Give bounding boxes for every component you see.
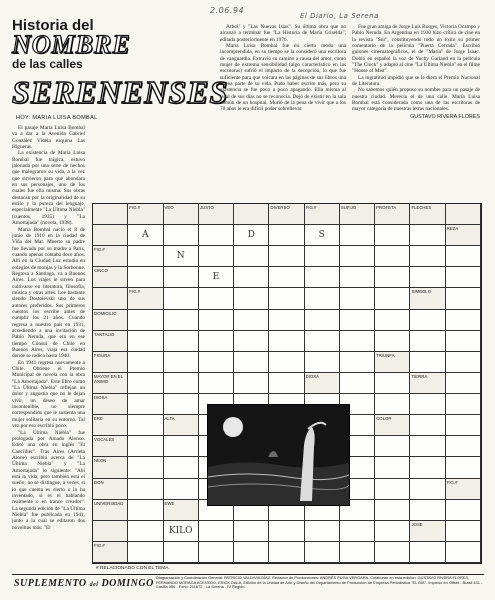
crossword-clue-cell: CINCO bbox=[93, 267, 128, 288]
article-title bbox=[12, 17, 229, 110]
crossword-clue-cell: DIOSA bbox=[305, 373, 340, 394]
crossword-letter-cell bbox=[199, 310, 234, 331]
crossword-clue-cell bbox=[93, 225, 128, 246]
crossword-clue-cell bbox=[234, 204, 269, 225]
crossword-letter-cell bbox=[375, 225, 410, 246]
crossword-clue-cell bbox=[93, 204, 128, 225]
crossword-clue-cell: SIMBOLO bbox=[410, 288, 445, 309]
crossword-letter-cell bbox=[234, 542, 269, 563]
crossword-letter-cell bbox=[340, 267, 375, 288]
crossword-letter-cell bbox=[128, 331, 163, 352]
crossword-letter-cell bbox=[269, 542, 304, 563]
article-paragraph: En 1941 regresa nuevamente a Chile. Obtiene el Premio Municipal de novela con la obra "La Amortajada". Este libro como "La Última Niebla" reflejan un dolor y angustia que no le dejan vivir, un deseo de amar incontenible, no siempre correspondido que le sustenta una mujer solitaria en su entorno. Tal vez por eso escribió poco. bbox=[12, 359, 85, 430]
crossword-footnote: # RELACIONADO CON EL TEMA. bbox=[96, 566, 170, 571]
crossword-letter-cell bbox=[164, 436, 199, 457]
crossword-letter-cell: S bbox=[305, 225, 340, 246]
crossword-clue-cell: DIVERSO bbox=[269, 204, 304, 225]
crossword-letter-cell bbox=[375, 542, 410, 563]
crossword-letter-cell bbox=[128, 521, 163, 542]
crossword-letter-cell bbox=[305, 288, 340, 309]
crossword-letter-cell bbox=[234, 331, 269, 352]
article-column-1 bbox=[12, 125, 85, 571]
crossword-clue-cell: SUFIJO bbox=[340, 204, 375, 225]
crossword-letter-cell bbox=[305, 352, 340, 373]
crossword-letter-cell bbox=[234, 373, 269, 394]
crossword-letter-cell bbox=[410, 542, 445, 563]
crossword-letter-cell bbox=[375, 479, 410, 500]
crossword-letter-cell bbox=[410, 310, 445, 331]
article-column-3 bbox=[352, 24, 480, 172]
article-paragraph: No sabemos quién propuso su nombre para un pasaje de nuestra ciudad. Merecía el de una calle. María Luisa Bombal está considerada como una de las escritoras de mayor categoría de nuestras letras nacionales. bbox=[352, 87, 480, 113]
article-paragraph: María Luisa Bombal fue en cierto modo una incomprendida, en su tiempo se la consideró una escritora de vanguardia. Extravió su camino a causa del amor, como mujer de extrema sensibilidad (algo característico en las escritoras) sufrió el impacto de la decepción, lo que fue suficiente para que volcara en las páginas de sus libros una buena parte de su vida. Pudo haber escrito más, pero su existencia se fue poco a poco apagando. Ella misma al final de sus días no se reconocía. Dejó de existir en la sala común de un hospital. Murió de la pena de vivir que a los 70 años le era difícil poder sobrellevar. bbox=[220, 43, 346, 113]
crossword-letter-cell bbox=[234, 521, 269, 542]
crossword-letter-cell: KILO bbox=[164, 521, 199, 542]
crossword-letter-cell bbox=[410, 457, 445, 478]
seaside-scene-icon bbox=[208, 405, 349, 505]
brand-left: SUPLEMENTO bbox=[14, 578, 87, 589]
crossword-clue-cell: ALTA bbox=[164, 415, 199, 436]
crossword-letter-cell bbox=[446, 352, 481, 373]
crossword-letter-cell bbox=[164, 457, 199, 478]
crossword-letter-cell bbox=[199, 288, 234, 309]
title-line-2: NOMBRE bbox=[12, 30, 131, 59]
author-signature: GUSTAVO RIVERA FLORES bbox=[410, 113, 480, 120]
crossword-letter-cell bbox=[164, 373, 199, 394]
article-paragraph: El pasaje María Luisa Bombal va a dar a la Avenida Gabriel González Videla esquina Las Higueras. bbox=[12, 125, 85, 151]
title-line-1: Historia del bbox=[12, 17, 94, 34]
crossword-letter-cell bbox=[164, 288, 199, 309]
crossword-letter-cell bbox=[410, 479, 445, 500]
crossword-letter-cell bbox=[375, 246, 410, 267]
crossword-letter-cell bbox=[269, 225, 304, 246]
crossword-letter-cell bbox=[375, 310, 410, 331]
crossword-clue-cell: FIG.# bbox=[93, 246, 128, 267]
crossword-letter-cell bbox=[269, 521, 304, 542]
crossword-letter-cell bbox=[375, 373, 410, 394]
crossword-clue-cell: TIERRA bbox=[410, 373, 445, 394]
crossword-clue-cell bbox=[93, 288, 128, 309]
crossword-clue-cell: REZA bbox=[446, 225, 481, 246]
crossword-letter-cell bbox=[164, 479, 199, 500]
crossword-letter-cell bbox=[446, 267, 481, 288]
crossword-clue-cell: FIG.# bbox=[446, 479, 481, 500]
crossword-letter-cell bbox=[446, 457, 481, 478]
crossword-letter-cell bbox=[269, 288, 304, 309]
crossword-letter-cell bbox=[234, 288, 269, 309]
crossword-letter-cell bbox=[164, 225, 199, 246]
article-column-2 bbox=[220, 24, 346, 172]
crossword-clue-cell: TANTALIO bbox=[93, 331, 128, 352]
article-paragraph: Fue gran amiga de Jorge Luis Borges, Victoria Ocampo y Pablo Neruda. En Argentina en 1930 hizo crítica de cine en la revista "Sur", constituyendo todo un éxito su primer comentario de la película "Puerta Cerrada". Escribió guiones cinematográficos, el de "María" de Jorge Isaac. Dobló en español la voz de Yuchy Garland en la película "The Clock" y adaptó al cine "La Última Niebla" en el filme "House of Mist". bbox=[352, 24, 480, 75]
article-paragraph: La ingratitud impidió que se le diera el Premio Nacional de Literatura. bbox=[352, 74, 480, 88]
crossword-letter-cell bbox=[410, 331, 445, 352]
crossword-letter-cell bbox=[164, 310, 199, 331]
crossword-letter-cell bbox=[446, 542, 481, 563]
crossword-letter-cell: E bbox=[199, 267, 234, 288]
crossword-letter-cell bbox=[340, 352, 375, 373]
crossword-letter-cell bbox=[340, 225, 375, 246]
crossword-letter-cell: N bbox=[164, 246, 199, 267]
crossword-letter-cell bbox=[128, 457, 163, 478]
crossword-letter-cell bbox=[128, 352, 163, 373]
crossword-letter-cell bbox=[375, 267, 410, 288]
crossword-letter-cell bbox=[128, 542, 163, 563]
crossword-letter-cell bbox=[446, 331, 481, 352]
crossword-letter-cell bbox=[305, 521, 340, 542]
crossword-clue-cell: DOMICILIO bbox=[93, 310, 128, 331]
crossword-letter-cell bbox=[164, 267, 199, 288]
crossword-letter-cell bbox=[446, 373, 481, 394]
supplement-brand bbox=[14, 578, 154, 589]
crossword-letter-cell bbox=[269, 373, 304, 394]
handwritten-date: 2.06.94 bbox=[210, 6, 245, 15]
crossword-letter-cell bbox=[164, 331, 199, 352]
crossword-letter-cell bbox=[128, 415, 163, 436]
crossword-clue-cell: ERE bbox=[93, 415, 128, 436]
crossword-letter-cell bbox=[340, 310, 375, 331]
crossword-clue-cell: FIG.# bbox=[305, 204, 340, 225]
crossword-clue-cell bbox=[93, 521, 128, 542]
handwritten-source: El Diario, La Serena bbox=[300, 12, 379, 20]
article-paragraph: "La Última Niebla" fue prologada por Amado Alonso. Editó una obra en inglés "El Cancillier". Tras Aires (Arrieta Alone) escribió acerca de "La Última Niebla" y "La Amortajada" lo siguiente: "Ahí está la vida; pero también está el sueño; no se distingue, a veces, si lo que cuenta es cierto o lo ha inventado, si es el hablando realmente o en trance creador". La segunda edición de "La Última Niebla" fue publicada en 1941, junto a la cual se editaron dos novelitas más: "El bbox=[12, 429, 85, 531]
crossword-clue-cell: FIG.# bbox=[128, 288, 163, 309]
crossword-letter-cell bbox=[199, 521, 234, 542]
crossword-letter-cell bbox=[305, 331, 340, 352]
crossword-clue-cell: VOCALES bbox=[93, 436, 128, 457]
crossword-letter-cell bbox=[446, 246, 481, 267]
crossword-clue-cell: VEO bbox=[164, 204, 199, 225]
crossword-letter-cell bbox=[269, 331, 304, 352]
crossword-letter-cell bbox=[128, 479, 163, 500]
title-line-4: SERENENSES bbox=[12, 74, 229, 110]
crossword-letter-cell bbox=[340, 246, 375, 267]
crossword-letter-cell bbox=[446, 500, 481, 521]
crossword-letter-cell bbox=[269, 352, 304, 373]
byline: HOY: MARIA LUISA BOMBAL bbox=[16, 115, 98, 121]
crossword-letter-cell bbox=[446, 310, 481, 331]
crossword-clue-cell: JUSTO bbox=[199, 204, 234, 225]
crossword-letter-cell bbox=[446, 436, 481, 457]
crossword-letter-cell bbox=[410, 436, 445, 457]
crossword-clue-cell: COLOR bbox=[375, 415, 410, 436]
crossword-grid bbox=[92, 203, 482, 564]
crossword-letter-cell bbox=[128, 310, 163, 331]
crossword-letter-cell bbox=[128, 267, 163, 288]
crossword-letter-cell bbox=[128, 373, 163, 394]
crossword-clue-cell: NEON bbox=[93, 457, 128, 478]
crossword-letter-cell bbox=[340, 542, 375, 563]
crossword-letter-cell bbox=[164, 394, 199, 415]
crossword-letter-cell bbox=[410, 246, 445, 267]
crossword-letter-cell bbox=[164, 352, 199, 373]
crossword-clue-cell: EWE bbox=[164, 500, 199, 521]
crossword-letter-cell bbox=[234, 267, 269, 288]
crossword-letter-cell bbox=[410, 500, 445, 521]
crossword-clue-cell: DIOSA bbox=[93, 394, 128, 415]
crossword-letter-cell bbox=[305, 542, 340, 563]
crossword-letter-cell bbox=[410, 352, 445, 373]
crossword-clue-cell: PROFETA bbox=[375, 204, 410, 225]
crossword-clue-cell: FIG.# bbox=[128, 204, 163, 225]
article-paragraph: Árbol" y "Las Nuevas Islas". Su última obra que no alcanzó a terminar fue "La Historia de María Griselda", editada posteriormente en 1976. bbox=[220, 24, 346, 43]
crossword-clue-cell: DON bbox=[93, 479, 128, 500]
crossword-letter-cell bbox=[199, 331, 234, 352]
credits-text: Diagramación y Coordinación General: PATRICIO VALDIVIA DÍAZ. Redactor de Producciones: ANDRÉS PUGA VERGARA. Colaboran en esta edición: GUSTAVO RIVERA FLORES, FERNANDO MORAGA ACEVEDO, ERICK DALA, Edición de la Unidad de Arte y Diseño del Departamento de Producción de Empresa Periodística "EL DÍA". Impreso en Offset - Brasil 431 - Casilla 556 - Fono: 211672 - La Serena - IV Región. bbox=[156, 575, 483, 590]
crossword-letter-cell bbox=[305, 246, 340, 267]
crossword-letter-cell bbox=[375, 331, 410, 352]
crossword-letter-cell bbox=[128, 436, 163, 457]
crossword-letter-cell bbox=[199, 225, 234, 246]
crossword-letter-cell bbox=[128, 500, 163, 521]
crossword-letter-cell bbox=[269, 310, 304, 331]
article-paragraph: María Bombal nació el 8 de junio de 1910 en la ciudad de Viña del Mar. Muerto su padre fue llevada por su madre a París, cuando apenas contaba doce años. Allí en la Ciudad Luz estudia en colegios de monjas y la Sorbonne. Regresa a Santiago, va a Buenos Aires. Los viajes le sirven para cultivarse en literatura, filosofía, música y otras artes. Lee bastante siendo Dostoievski uno de sus autores preferidos. Sus primeros cuentos los escribe antes de cumplir los 21 años. Cuando regresa a nuestro país en 1931, accediendo a una invitación de Pablo Neruda, que era en ese tiempo Cónsul de Chile en Buenos Aires, viaja esa ciudad donde se radica hasta 1940. bbox=[12, 226, 85, 360]
crossword-letter-cell bbox=[375, 500, 410, 521]
crossword-letter-cell bbox=[375, 288, 410, 309]
crossword-letter-cell bbox=[128, 394, 163, 415]
crossword-clue-cell: FLECHES bbox=[410, 204, 445, 225]
crossword-letter-cell bbox=[340, 521, 375, 542]
crossword-letter-cell bbox=[446, 394, 481, 415]
brand-mid: del bbox=[89, 582, 99, 588]
crossword-letter-cell bbox=[410, 225, 445, 246]
crossword-letter-cell: D bbox=[234, 225, 269, 246]
crossword-clue-cell: MAYOR EN EL ANIMO bbox=[93, 373, 128, 394]
crossword-letter-cell bbox=[375, 457, 410, 478]
crossword-letter-cell bbox=[269, 267, 304, 288]
crossword-letter-cell bbox=[446, 415, 481, 436]
crossword-clue-cell: JOSE bbox=[410, 521, 445, 542]
title-line-3: de las calles bbox=[12, 57, 83, 71]
crossword-letter-cell: A bbox=[128, 225, 163, 246]
crossword-clue-cell: UNIVERSIDAD bbox=[93, 500, 128, 521]
crossword-letter-cell bbox=[410, 415, 445, 436]
crossword-clue-cell: TRIUNFA bbox=[375, 352, 410, 373]
crossword-photo bbox=[207, 404, 350, 506]
crossword-clue-cell: FIG.# bbox=[93, 542, 128, 563]
crossword-letter-cell bbox=[128, 246, 163, 267]
crossword-letter-cell bbox=[410, 394, 445, 415]
crossword-letter-cell bbox=[234, 246, 269, 267]
crossword-letter-cell bbox=[375, 436, 410, 457]
crossword-letter-cell bbox=[199, 352, 234, 373]
crossword-letter-cell bbox=[199, 542, 234, 563]
crossword-letter-cell bbox=[340, 288, 375, 309]
crossword-letter-cell bbox=[340, 373, 375, 394]
crossword-letter-cell bbox=[305, 267, 340, 288]
crossword-letter-cell bbox=[199, 373, 234, 394]
crossword-letter-cell bbox=[340, 331, 375, 352]
crossword-letter-cell bbox=[234, 310, 269, 331]
crossword-letter-cell bbox=[199, 246, 234, 267]
crossword-letter-cell bbox=[234, 352, 269, 373]
crossword-clue-cell: FIGURA bbox=[93, 352, 128, 373]
crossword-letter-cell bbox=[375, 394, 410, 415]
brand-right: DOMINGO bbox=[101, 578, 154, 589]
crossword-letter-cell bbox=[164, 542, 199, 563]
crossword-clue-cell bbox=[446, 204, 481, 225]
article-paragraph: La existencia de María Luisa Bombal fue trágica, estuvo jalonada por una serie de hechos que malograron su vida, a la vez que sirvieron para que ahondara en sus personajes, uno de los cuales fue ella misma. Sus obras destacan por la originalidad de su estilo y la pureza del lenguaje, especialmente "La Última Niebla" (cuentos, 1935) y "La Amortajada" (novela, 1938). bbox=[12, 150, 85, 227]
crossword-letter-cell bbox=[446, 288, 481, 309]
crossword-letter-cell bbox=[269, 246, 304, 267]
crossword-letter-cell bbox=[446, 521, 481, 542]
crossword-letter-cell bbox=[305, 310, 340, 331]
crossword-letter-cell bbox=[410, 267, 445, 288]
crossword-letter-cell bbox=[375, 521, 410, 542]
